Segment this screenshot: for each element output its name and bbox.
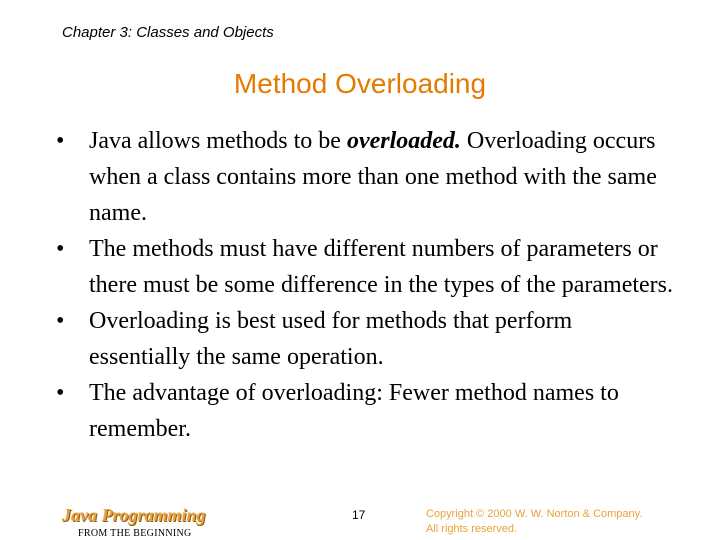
copyright-line-2: All rights reserved. bbox=[426, 523, 518, 535]
bullet-text: Java allows methods to be bbox=[89, 128, 347, 154]
bullet-dot: • bbox=[56, 308, 65, 334]
footer-subtitle: FROM THE BEGINNING bbox=[78, 528, 192, 539]
bullet-emphasis: overloaded. bbox=[346, 128, 461, 154]
footer-brand: Java Programming bbox=[62, 505, 206, 525]
bullet-text: Overloading is best used for methods that perform essentially the same operation. bbox=[89, 308, 573, 370]
bullet-dot: • bbox=[56, 236, 65, 262]
bullet-dot: • bbox=[56, 380, 65, 406]
slide-title-text: Method Overloading bbox=[233, 68, 487, 99]
copyright-line-1: Copyright © 2000 W. W. Norton & Company. bbox=[426, 508, 643, 520]
bullet-item bbox=[56, 231, 676, 303]
copyright bbox=[426, 507, 706, 537]
bullet-text: The methods must have different numbers of parameters or there must be some difference in the types of the parameters. bbox=[89, 236, 674, 298]
chapter-header: Chapter 3: Classes and Objects bbox=[62, 24, 274, 41]
bullet-item bbox=[56, 123, 676, 231]
bullet-list bbox=[56, 123, 676, 447]
slide-title bbox=[0, 68, 720, 100]
bullet-text-continued: Overloading occurs when a class contains more than one method with the same name. bbox=[89, 128, 657, 226]
bullet-item bbox=[56, 375, 676, 447]
page-number: 17 bbox=[352, 508, 366, 522]
bullet-item bbox=[56, 303, 676, 375]
bullet-dot: • bbox=[56, 128, 65, 154]
bullet-text: The advantage of overloading: Fewer method names to remember. bbox=[89, 380, 619, 442]
